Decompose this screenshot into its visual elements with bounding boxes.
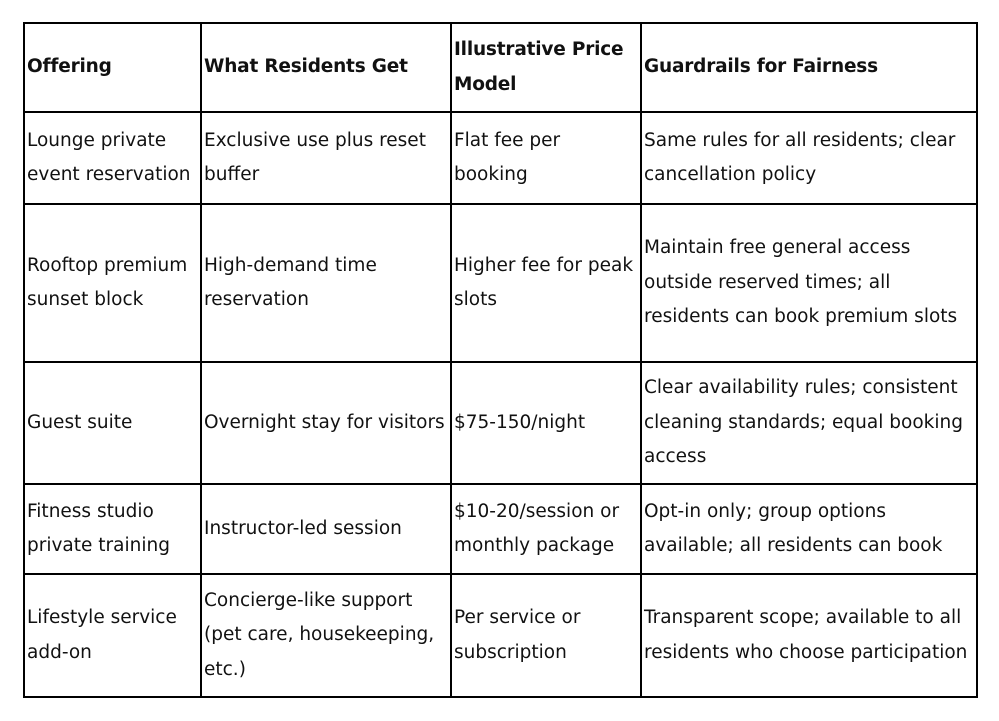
table-row	[24, 112, 977, 204]
cell-offering: Rooftop premium sunset block	[24, 204, 201, 362]
table-row	[24, 362, 977, 484]
cell-offering: Lounge private event reservation	[24, 112, 201, 204]
cell-what-residents-get: High-demand time reservation	[201, 204, 451, 362]
cell-offering: Fitness studio private training	[24, 484, 201, 574]
cell-price-model: Higher fee for peak slots	[451, 204, 641, 362]
cell-price-model: $10-20/session or monthly package	[451, 484, 641, 574]
header-illustrative-price-model: Illustrative Price Model	[451, 23, 641, 112]
cell-price-model: Flat fee per booking	[451, 112, 641, 204]
header-what-residents-get: What Residents Get	[201, 23, 451, 112]
cell-price-model: $75-150/night	[451, 362, 641, 484]
cell-offering: Guest suite	[24, 362, 201, 484]
cell-what-residents-get: Overnight stay for visitors	[201, 362, 451, 484]
header-offering: Offering	[24, 23, 201, 112]
table-row	[24, 204, 977, 362]
header-guardrails-for-fairness: Guardrails for Fairness	[641, 23, 977, 112]
cell-guardrails: Transparent scope; available to all residents who choose participation	[641, 574, 977, 697]
table-row	[24, 484, 977, 574]
cell-guardrails: Maintain free general access outside reserved times; all residents can book premium slots	[641, 204, 977, 362]
cell-price-model: Per service or subscription	[451, 574, 641, 697]
cell-what-residents-get: Concierge-like support (pet care, housekeeping, etc.)	[201, 574, 451, 697]
amenity-pricing-table	[23, 22, 978, 698]
cell-what-residents-get: Exclusive use plus reset buffer	[201, 112, 451, 204]
cell-guardrails: Clear availability rules; consistent cleaning standards; equal booking access	[641, 362, 977, 484]
cell-guardrails: Opt-in only; group options available; all residents can book	[641, 484, 977, 574]
cell-offering: Lifestyle service add-on	[24, 574, 201, 697]
cell-guardrails: Same rules for all residents; clear cancellation policy	[641, 112, 977, 204]
table-row	[24, 574, 977, 697]
cell-what-residents-get: Instructor-led session	[201, 484, 451, 574]
table-header-row	[24, 23, 977, 112]
